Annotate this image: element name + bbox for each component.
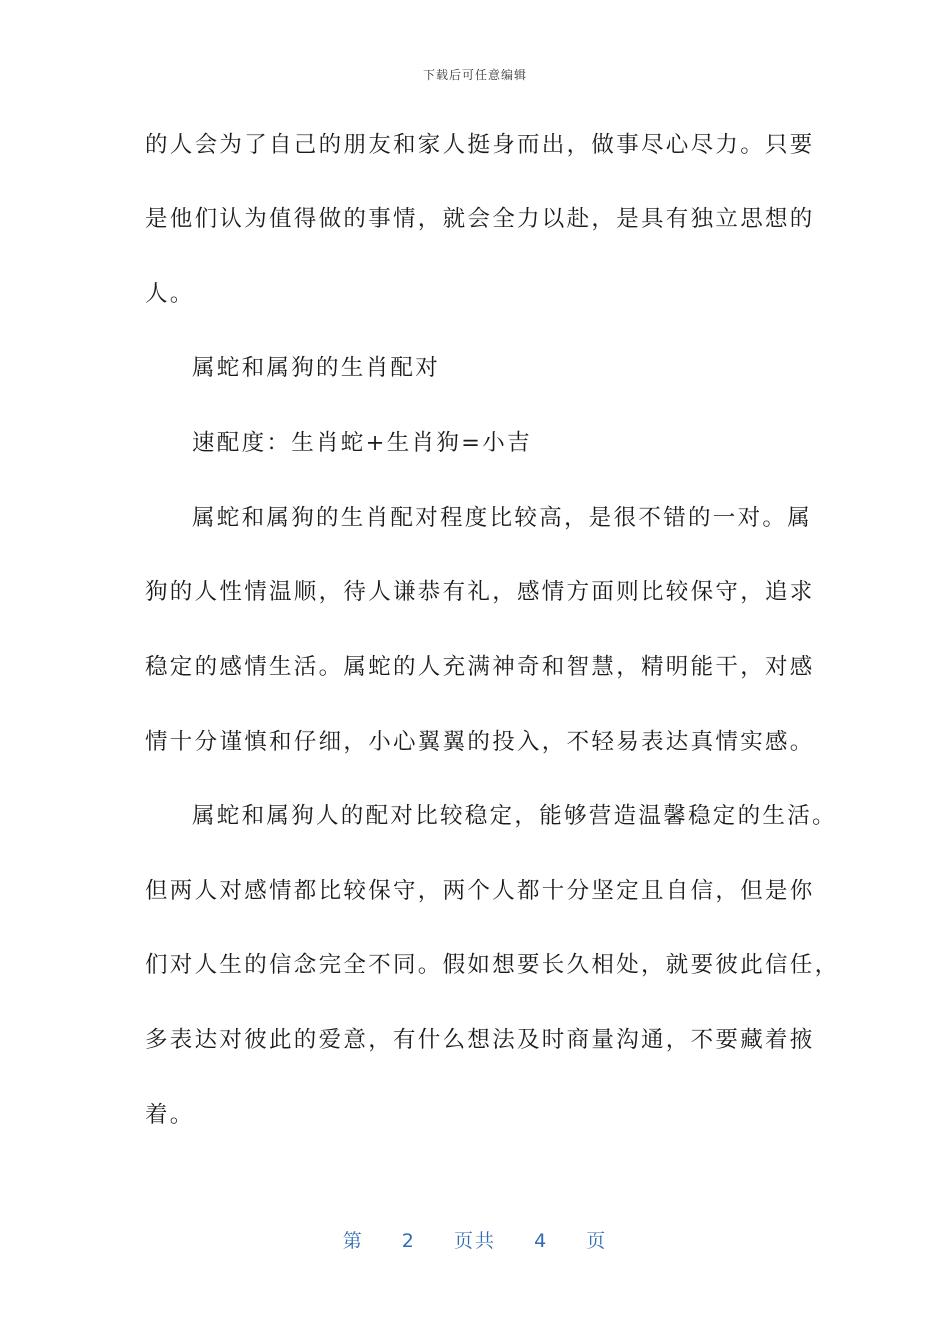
footer-prefix: 第: [342, 1230, 364, 1252]
text-line: 着。: [145, 1102, 195, 1128]
text-line: 们对人生的信念完全不同。假如想要长久相处，就要彼此信任，: [145, 952, 840, 978]
text-line: 但两人对感情都比较保守，两个人都十分坚定且自信，但是你: [145, 878, 815, 904]
section-heading: 属蛇和属狗的生肖配对: [192, 355, 441, 381]
text-line: 的人会为了自己的朋友和家人挺身而出，做事尽心尽力。只要: [145, 132, 815, 158]
footer-suffix: 页: [586, 1230, 608, 1252]
text-line: 是他们认为值得做的事情，就会全力以赴，是具有独立思想的: [145, 206, 815, 232]
footer-middle: 页共: [453, 1230, 496, 1252]
text-line: 情十分谨慎和仔细，小心翼翼的投入，不轻易表达真情实感。: [145, 729, 815, 755]
text-line: 稳定的感情生活。属蛇的人充满神奇和智慧，精明能干，对感: [145, 654, 815, 680]
total-page-number: 4: [534, 1230, 549, 1252]
text-line: 多表达对彼此的爱意，有什么想法及时商量沟通，不要藏着掖: [145, 1027, 815, 1053]
current-page-number: 2: [401, 1230, 416, 1252]
text-line: 属蛇和属狗人的配对比较稳定，能够营造温馨稳定的生活。: [192, 803, 837, 829]
header-note: 下载后可任意编辑: [422, 68, 527, 82]
text-line: 狗的人性情温顺，待人谦恭有礼，感情方面则比较保守，追求: [145, 579, 815, 605]
text-line: 属蛇和属狗的生肖配对程度比较高，是很不错的一对。属: [192, 505, 813, 531]
match-rating: 速配度：生肖蛇+生肖狗=小吉: [192, 430, 532, 456]
page-footer: [0, 1226, 950, 1253]
text-line: 人。: [145, 281, 195, 307]
